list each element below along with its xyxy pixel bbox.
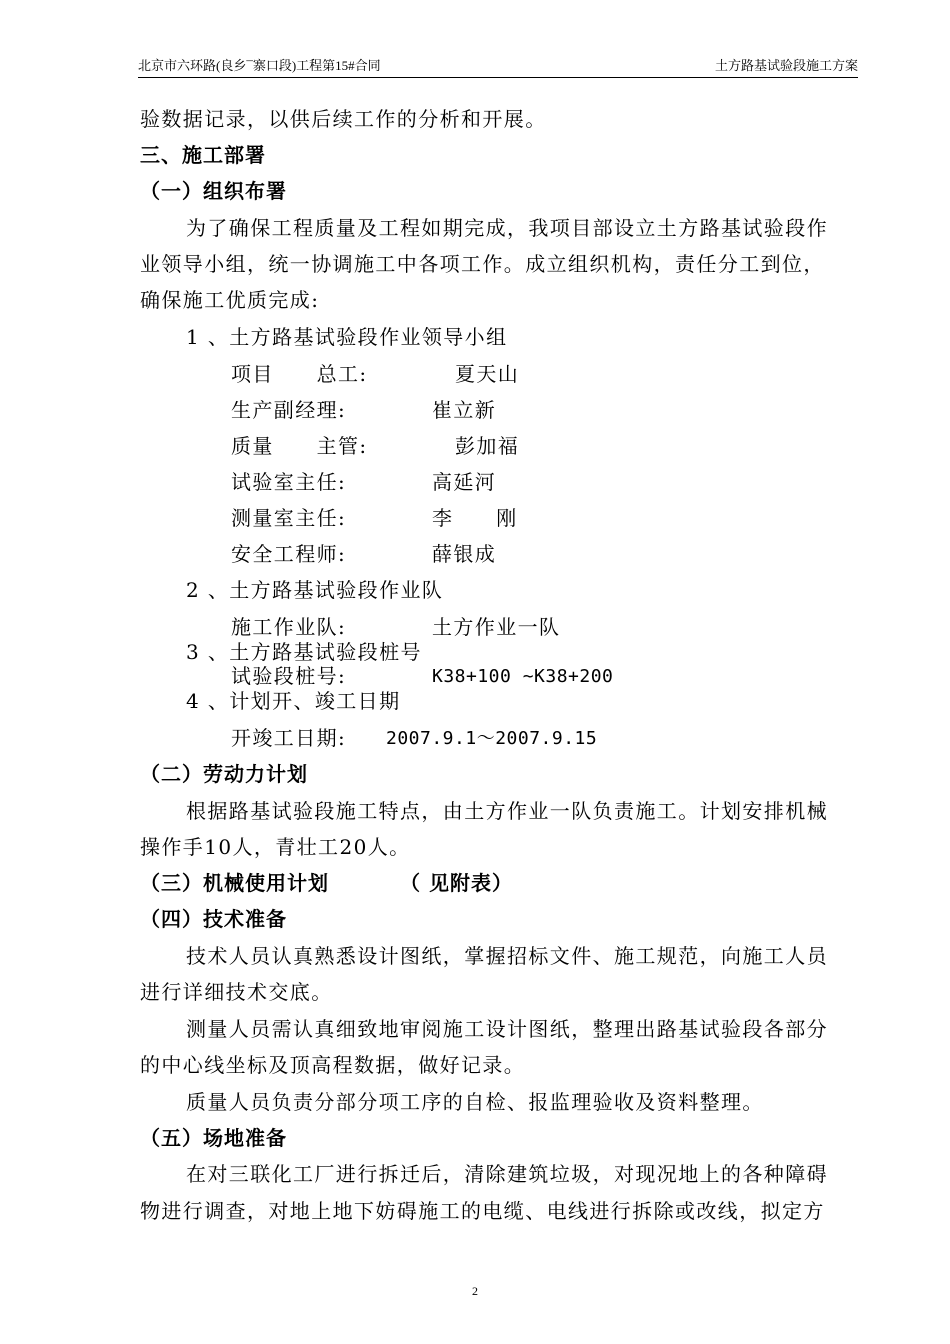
subsection-heading: （三）机械使用计划	[140, 871, 329, 895]
section-heading: 三、施工部署	[140, 143, 266, 167]
paragraph-line: 进行详细技术交底。	[140, 980, 333, 1004]
subsection-note: （ 见附表）	[400, 871, 513, 895]
list-item: 2 、土方路基试验段作业队	[186, 578, 444, 602]
header-left: 北京市六环路(良乡¯寨口段)工程第15#合同	[138, 58, 381, 73]
subsection-heading: （一）组织布署	[140, 179, 287, 203]
page-number: 2	[472, 1284, 478, 1298]
paragraph-line: 确保施工优质完成:	[140, 288, 320, 312]
staff-role: 安全工程师:	[231, 542, 347, 566]
field-value: K38+100 ~K38+200	[432, 666, 614, 687]
field-label: 试验段桩号:	[231, 664, 347, 688]
staff-role: 质量 主管:	[231, 434, 368, 458]
paragraph-line: 的中心线坐标及顶高程数据，做好记录。	[140, 1053, 526, 1077]
field-value: 2007.9.1～2007.9.15	[386, 728, 598, 749]
staff-name: 崔立新	[432, 398, 497, 422]
paragraph-line: 业领导小组，统一协调施工中各项工作。成立组织机构，责任分工到位，	[140, 252, 825, 276]
list-item: 3 、土方路基试验段桩号	[186, 640, 422, 664]
staff-name: 彭加福	[455, 434, 520, 458]
paragraph-line: 验数据记录，以供后续工作的分析和开展。	[140, 107, 547, 131]
field-value: 土方作业一队	[432, 615, 561, 639]
paragraph-line: 技术人员认真熟悉设计图纸，掌握招标文件、施工规范，向施工人员	[186, 944, 828, 968]
paragraph-line: 质量人员负责分部分项工序的自检、报监理验收及资料整理。	[186, 1090, 764, 1114]
staff-name: 高延河	[432, 470, 497, 494]
header-right: 土方路基试验段施工方案	[714, 58, 858, 73]
paragraph-line: 物进行调查，对地上地下妨碍施工的电缆、电线进行拆除或改线，拟定方	[140, 1199, 825, 1223]
subsection-heading: （四）技术准备	[140, 907, 287, 931]
field-label: 开竣工日期:	[231, 726, 347, 750]
paragraph-line: 操作手10人，青壮工20人。	[140, 835, 411, 859]
paragraph-line: 根据路基试验段施工特点，由土方作业一队负责施工。计划安排机械	[186, 799, 828, 823]
paragraph-line: 在对三联化工厂进行拆迁后，清除建筑垃圾，对现况地上的各种障碍	[186, 1162, 828, 1186]
list-item: 4 、计划开、竣工日期	[186, 689, 401, 713]
staff-role: 生产副经理:	[231, 398, 347, 422]
subsection-heading: （五）场地准备	[140, 1126, 287, 1150]
staff-name: 薛银成	[432, 542, 497, 566]
staff-name: 夏天山	[455, 362, 520, 386]
paragraph-line: 为了确保工程质量及工程如期完成，我项目部设立土方路基试验段作	[186, 216, 828, 240]
header-rule	[138, 77, 858, 78]
field-label: 施工作业队:	[231, 615, 347, 639]
staff-role: 测量室主任:	[231, 506, 347, 530]
paragraph-line: 测量人员需认真细致地审阅施工设计图纸，整理出路基试验段各部分	[186, 1017, 828, 1041]
staff-role: 试验室主任:	[231, 470, 347, 494]
list-item: 1 、土方路基试验段作业领导小组	[186, 325, 508, 349]
staff-role: 项目 总工:	[231, 362, 368, 386]
subsection-heading: （二）劳动力计划	[140, 762, 308, 786]
staff-name: 李 刚	[432, 506, 518, 530]
